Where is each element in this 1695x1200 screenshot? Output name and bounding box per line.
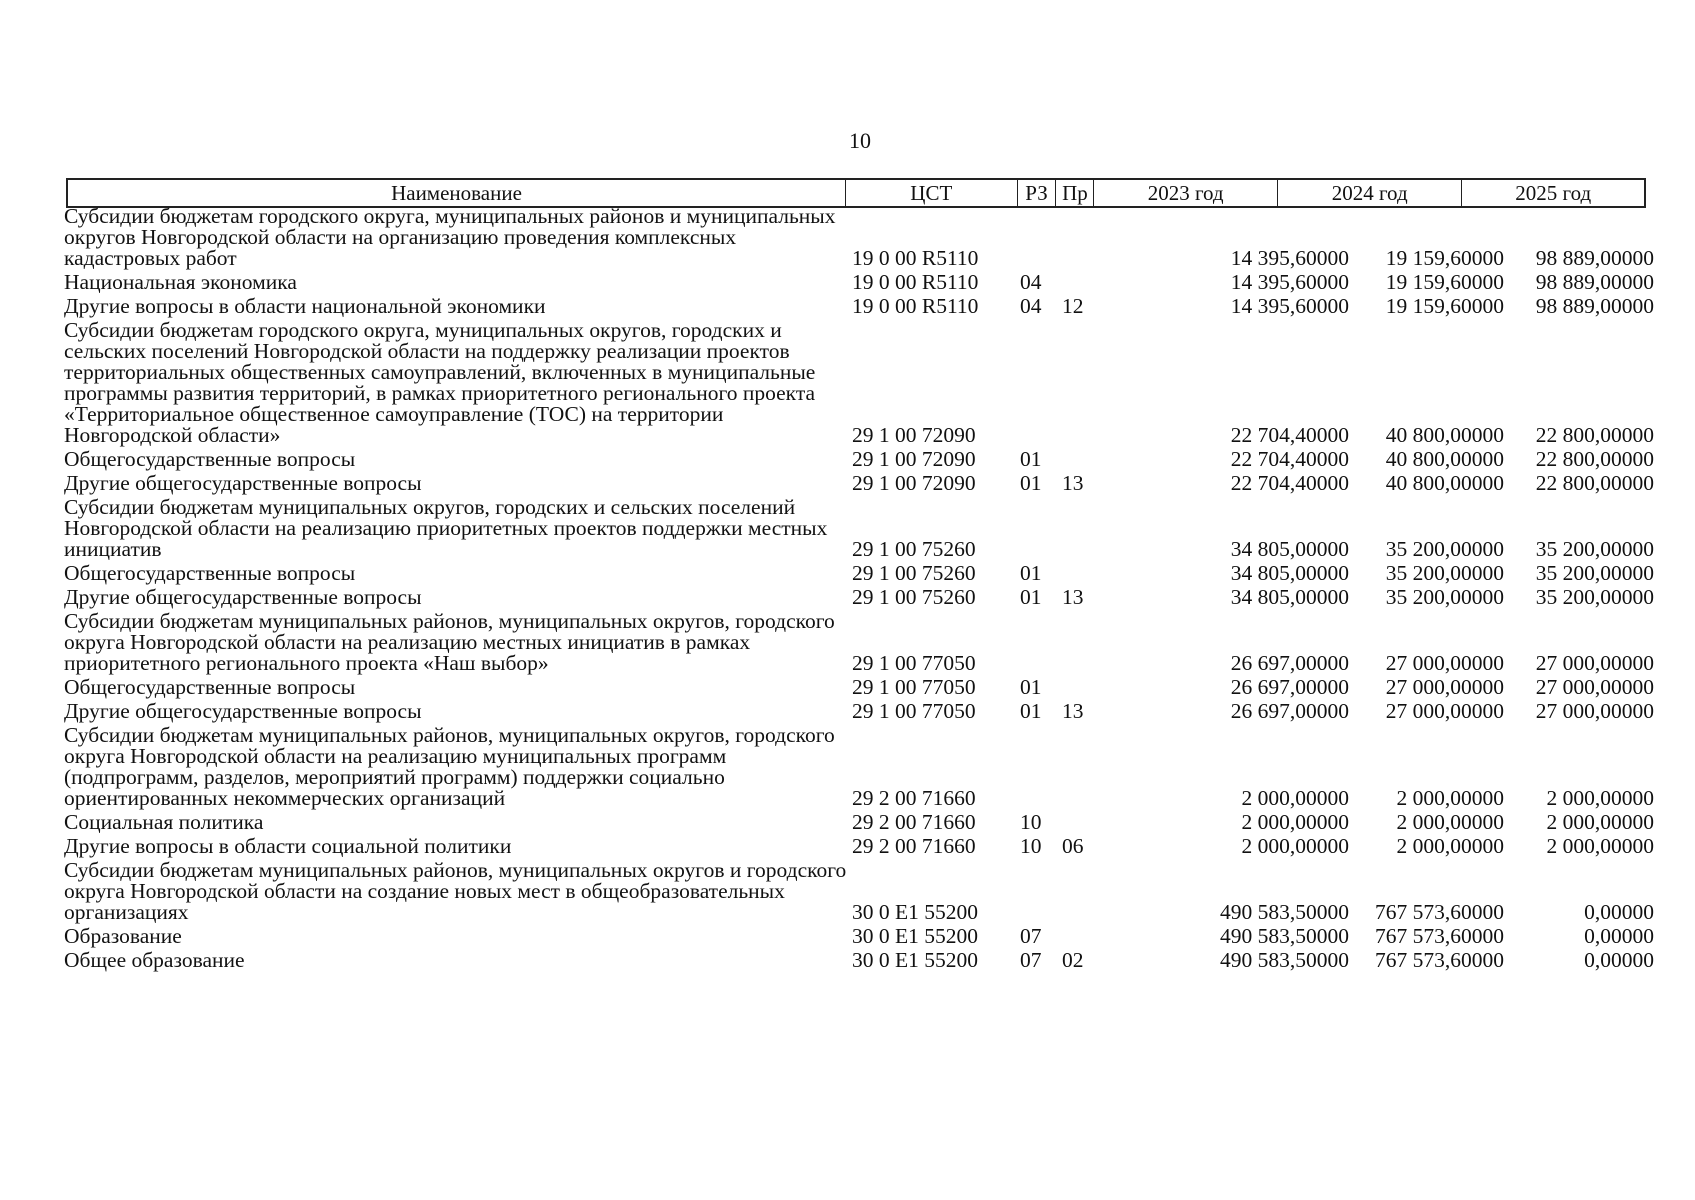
row-rz: 07 xyxy=(1020,948,1042,972)
table-row xyxy=(64,812,1654,836)
row-name: Субсидии бюджетам муниципальных округов, городских и сельских поселений Новгородской области на реализацию приоритетных проектов поддержки местных инициатив xyxy=(64,495,828,561)
row-2025: 98 889,00000 xyxy=(1535,270,1654,294)
row-name: Субсидии бюджетам городского округа, муниципальных округов, городских и сельских поселений Новгородской области на поддержку реализации проектов территориальных общественных самоуправлений, включенных в муниципальные программы развития территорий, в рамках приоритетного регионального проекта «Территориальное общественное самоуправление (ТОС) на территории Новгородской области» xyxy=(64,318,816,447)
table-row xyxy=(64,296,1654,320)
row-2023: 34 805,00000 xyxy=(1230,561,1349,585)
row-2023: 34 805,00000 xyxy=(1230,585,1349,609)
row-name: Другие общегосударственные вопросы xyxy=(64,699,422,723)
row-2024: 27 000,00000 xyxy=(1385,699,1504,723)
row-cst: 29 1 00 72090 xyxy=(852,423,976,447)
header-2023: 2023 год xyxy=(1094,180,1278,206)
row-2023: 26 697,00000 xyxy=(1230,699,1349,723)
row-2023: 26 697,00000 xyxy=(1230,675,1349,699)
table-row xyxy=(64,725,1654,812)
header-name: Наименование xyxy=(68,180,846,206)
row-cst: 29 1 00 72090 xyxy=(852,447,976,471)
row-cst: 29 1 00 72090 xyxy=(852,471,976,495)
row-rz: 07 xyxy=(1020,924,1042,948)
row-cst: 30 0 E1 55200 xyxy=(852,900,979,924)
row-cst: 29 1 00 75260 xyxy=(852,561,976,585)
row-pr: 06 xyxy=(1062,834,1084,858)
row-2023: 14 395,60000 xyxy=(1230,270,1349,294)
row-2025: 98 889,00000 xyxy=(1535,294,1654,318)
table-row xyxy=(64,587,1654,611)
row-2024: 40 800,00000 xyxy=(1385,471,1504,495)
row-2023: 490 583,50000 xyxy=(1220,900,1349,924)
row-2025: 0,00000 xyxy=(1584,948,1654,972)
row-pr: 13 xyxy=(1062,699,1084,723)
row-name: Образование xyxy=(64,924,182,948)
row-cst: 29 2 00 71660 xyxy=(852,810,976,834)
row-name: Общегосударственные вопросы xyxy=(64,561,356,585)
row-rz: 01 xyxy=(1020,675,1042,699)
row-2025: 98 889,00000 xyxy=(1535,246,1654,270)
row-cst: 29 1 00 77050 xyxy=(852,651,976,675)
row-cst: 29 1 00 75260 xyxy=(852,537,976,561)
row-cst: 29 2 00 71660 xyxy=(852,786,976,810)
row-name: Социальная политика xyxy=(64,810,264,834)
row-2024: 19 159,60000 xyxy=(1385,246,1504,270)
row-2024: 35 200,00000 xyxy=(1385,585,1504,609)
row-name: Общегосударственные вопросы xyxy=(64,447,356,471)
row-rz: 01 xyxy=(1020,585,1042,609)
row-cst: 29 1 00 77050 xyxy=(852,675,976,699)
row-rz: 01 xyxy=(1020,699,1042,723)
header-2024: 2024 год xyxy=(1278,180,1463,206)
table-row xyxy=(64,563,1654,587)
row-2023: 22 704,40000 xyxy=(1230,447,1349,471)
row-cst: 29 2 00 71660 xyxy=(852,834,976,858)
row-name: Общегосударственные вопросы xyxy=(64,675,356,699)
row-2025: 22 800,00000 xyxy=(1535,447,1654,471)
row-name: Другие вопросы в области социальной политики xyxy=(64,834,512,858)
row-2024: 2 000,00000 xyxy=(1396,810,1504,834)
row-2025: 2 000,00000 xyxy=(1546,834,1654,858)
row-2023: 490 583,50000 xyxy=(1220,948,1349,972)
row-2023: 34 805,00000 xyxy=(1230,537,1349,561)
table-row xyxy=(64,950,1654,974)
row-2023: 2 000,00000 xyxy=(1241,810,1349,834)
row-cst: 29 1 00 77050 xyxy=(852,699,976,723)
row-2024: 27 000,00000 xyxy=(1385,675,1504,699)
row-name: Субсидии бюджетам муниципальных районов, муниципальных округов и городского округа Новгородской области на создание новых мест в общеобразовательных организациях xyxy=(64,858,847,924)
row-name: Другие вопросы в области национальной экономики xyxy=(64,294,546,318)
header-cst: ЦСТ xyxy=(846,180,1018,206)
row-2023: 490 583,50000 xyxy=(1220,924,1349,948)
row-2024: 40 800,00000 xyxy=(1385,447,1504,471)
table-row xyxy=(64,677,1654,701)
row-2025: 0,00000 xyxy=(1584,900,1654,924)
row-2023: 2 000,00000 xyxy=(1241,786,1349,810)
row-2025: 35 200,00000 xyxy=(1535,561,1654,585)
row-2025: 2 000,00000 xyxy=(1546,810,1654,834)
table-row xyxy=(64,272,1654,296)
row-name: Субсидии бюджетам муниципальных районов, муниципальных округов, городского округа Новгородской области на реализацию муниципальных программ (подпрограмм, разделов, мероприятий программ) поддержки социально ориентированных некоммерческих организаций xyxy=(64,723,835,810)
page-number: 10 xyxy=(849,128,871,153)
header-pr: Пр xyxy=(1056,180,1094,206)
row-2024: 19 159,60000 xyxy=(1385,270,1504,294)
row-2025: 27 000,00000 xyxy=(1535,651,1654,675)
row-pr: 13 xyxy=(1062,471,1084,495)
table-row xyxy=(64,497,1654,563)
table-row xyxy=(64,701,1654,725)
row-rz: 10 xyxy=(1020,810,1042,834)
row-pr: 02 xyxy=(1062,948,1084,972)
table-body xyxy=(64,206,1654,974)
row-2024: 27 000,00000 xyxy=(1385,651,1504,675)
row-2025: 35 200,00000 xyxy=(1535,585,1654,609)
row-name: Другие общегосударственные вопросы xyxy=(64,471,422,495)
row-pr: 12 xyxy=(1062,294,1084,318)
row-cst: 19 0 00 R5110 xyxy=(852,294,979,318)
table-row xyxy=(64,836,1654,860)
header-2025: 2025 год xyxy=(1515,180,1592,205)
row-2025: 27 000,00000 xyxy=(1535,675,1654,699)
row-2023: 22 704,40000 xyxy=(1230,471,1349,495)
row-2024: 40 800,00000 xyxy=(1385,423,1504,447)
table-row xyxy=(64,320,1654,449)
row-2024: 19 159,60000 xyxy=(1385,294,1504,318)
row-cst: 30 0 E1 55200 xyxy=(852,948,979,972)
table-row xyxy=(64,926,1654,950)
row-name: Национальная экономика xyxy=(64,270,297,294)
row-rz: 10 xyxy=(1020,834,1042,858)
table-row xyxy=(64,473,1654,497)
row-cst: 29 1 00 75260 xyxy=(852,585,976,609)
row-rz: 01 xyxy=(1020,561,1042,585)
row-2025: 0,00000 xyxy=(1584,924,1654,948)
row-2025: 27 000,00000 xyxy=(1535,699,1654,723)
table-row xyxy=(64,611,1654,677)
row-2024: 767 573,60000 xyxy=(1375,900,1504,924)
row-2024: 767 573,60000 xyxy=(1375,924,1504,948)
row-rz: 01 xyxy=(1020,447,1042,471)
row-cst: 30 0 E1 55200 xyxy=(852,924,979,948)
row-2023: 26 697,00000 xyxy=(1230,651,1349,675)
row-rz: 01 xyxy=(1020,471,1042,495)
row-2024: 767 573,60000 xyxy=(1375,948,1504,972)
row-rz: 04 xyxy=(1020,270,1042,294)
row-2023: 22 704,40000 xyxy=(1230,423,1349,447)
row-2024: 2 000,00000 xyxy=(1396,834,1504,858)
row-2025: 22 800,00000 xyxy=(1535,471,1654,495)
row-name: Субсидии бюджетам городского округа, муниципальных районов и муниципальных округов Новгородской области на организацию проведения комплексных кадастровых работ xyxy=(64,204,836,270)
row-cst: 19 0 00 R5110 xyxy=(852,270,979,294)
row-2024: 35 200,00000 xyxy=(1385,561,1504,585)
row-2024: 2 000,00000 xyxy=(1396,786,1504,810)
table-row xyxy=(64,860,1654,926)
row-2023: 14 395,60000 xyxy=(1230,246,1349,270)
row-2024: 35 200,00000 xyxy=(1385,537,1504,561)
row-2025: 22 800,00000 xyxy=(1535,423,1654,447)
row-name: Другие общегосударственные вопросы xyxy=(64,585,422,609)
header-rz: РЗ xyxy=(1018,180,1057,206)
row-2023: 14 395,60000 xyxy=(1230,294,1349,318)
row-name: Общее образование xyxy=(64,948,245,972)
row-2025: 2 000,00000 xyxy=(1546,786,1654,810)
table-row xyxy=(64,206,1654,272)
row-2025: 35 200,00000 xyxy=(1535,537,1654,561)
row-rz: 04 xyxy=(1020,294,1042,318)
row-name: Субсидии бюджетам муниципальных районов, муниципальных округов, городского округа Новгородской области на реализацию местных инициатив в рамках приоритетного регионального проекта «Наш выбор» xyxy=(64,609,835,675)
row-pr: 13 xyxy=(1062,585,1084,609)
table-row xyxy=(64,449,1654,473)
row-cst: 19 0 00 R5110 xyxy=(852,246,979,270)
row-2023: 2 000,00000 xyxy=(1241,834,1349,858)
